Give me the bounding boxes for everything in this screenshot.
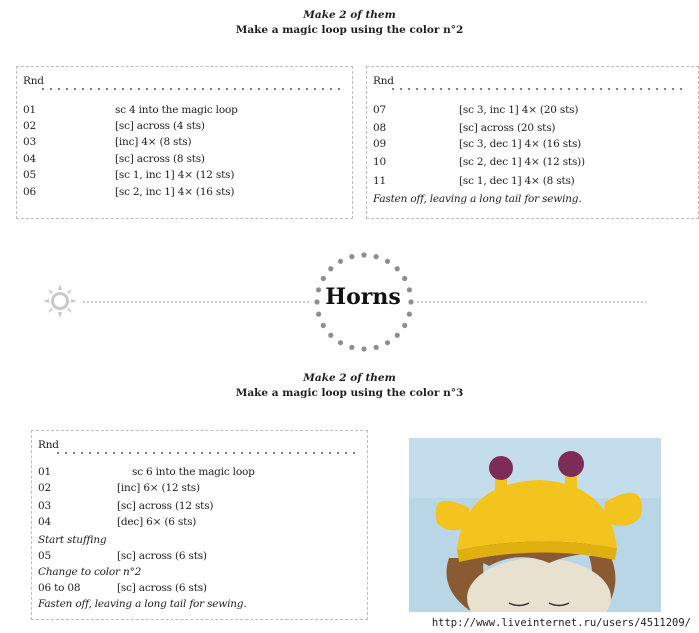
table-row: 11 [sc 1, dec 1] 4× (8 sts) [373, 175, 575, 187]
table-row: 03 [inc] 4× (8 sts) [23, 136, 192, 148]
ring-dot [321, 323, 326, 328]
pattern-table-left [16, 66, 353, 219]
ring-dot [361, 252, 366, 257]
ring-dot [338, 259, 343, 264]
table-row: 06 [sc 2, inc 1] 4× (16 sts) [23, 186, 235, 198]
ring-dot [349, 254, 354, 259]
table-row: 04 [sc] across (8 sts) [23, 153, 205, 165]
table-row: 01 sc 4 into the magic loop [23, 104, 238, 116]
table-row: 02 [inc] 6× (12 sts) [38, 482, 200, 494]
start-stuffing-note: Start stuffing [38, 534, 107, 546]
pattern-table-right [366, 66, 699, 219]
pattern-table-horns [31, 430, 368, 620]
doll-illustration [409, 438, 661, 612]
table-header-rnd: Rnd [23, 75, 44, 87]
ring-dot [402, 276, 407, 281]
ring-dot [385, 259, 390, 264]
dotted-divider [54, 452, 355, 454]
table-row: 05 [sc] across (6 sts) [38, 550, 207, 562]
change-color-note: Change to color n°2 [38, 566, 142, 578]
table-row: 04 [dec] 6× (6 sts) [38, 516, 197, 528]
section-heading: Make 2 of them [303, 9, 396, 21]
sun-icon [42, 283, 78, 319]
table-row: 08 [sc] across (20 sts) [373, 122, 556, 134]
ring-dot [338, 340, 343, 345]
ring-dot [395, 333, 400, 338]
ring-dot [402, 323, 407, 328]
table-row: 07 [sc 3, inc 1] 4× (20 sts) [373, 104, 579, 116]
table-row: 06 to 08 [sc] across (6 sts) [38, 582, 207, 594]
dotted-divider [389, 88, 686, 90]
table-row: 02 [sc] across (4 sts) [23, 120, 205, 132]
table-header-rnd: Rnd [38, 439, 59, 451]
table-row: 05 [sc 1, inc 1] 4× (12 sts) [23, 169, 235, 181]
watermark-url: http://www.liveinternet.ru/users/4511209/ [431, 617, 691, 629]
section-subheading: Make a magic loop using the color n°2 [235, 24, 464, 36]
ring-dot [316, 312, 321, 317]
ring-dot [321, 276, 326, 281]
fasten-off-note: Fasten off, leaving a long tail for sewing. [373, 193, 582, 205]
table-row: 03 [sc] across (12 sts) [38, 500, 214, 512]
ring-dot [361, 346, 366, 351]
title-dotted-line-right [416, 301, 646, 303]
ring-dot [374, 254, 379, 259]
ring-dot [349, 345, 354, 350]
ring-dot [328, 266, 333, 271]
ring-dot [385, 340, 390, 345]
table-row: 01 sc 6 into the magic loop [38, 466, 255, 478]
section-title-horns: Horns [325, 284, 401, 310]
dotted-divider [39, 88, 340, 90]
table-row: 09 [sc 3, dec 1] 4× (16 sts) [373, 138, 582, 150]
ring-dot [407, 312, 412, 317]
ring-dot [374, 345, 379, 350]
section-subheading: Make a magic loop using the color n°3 [235, 387, 464, 399]
table-header-rnd: Rnd [373, 75, 394, 87]
doll-photo [409, 438, 661, 612]
fasten-off-note: Fasten off, leaving a long tail for sewing. [38, 598, 247, 610]
ring-dot [328, 333, 333, 338]
title-dotted-line-left [82, 301, 310, 303]
section-heading: Make 2 of them [303, 372, 396, 384]
table-row: 10 [sc 2, dec 1] 4× (12 sts)) [373, 156, 585, 168]
ring-dot [395, 266, 400, 271]
